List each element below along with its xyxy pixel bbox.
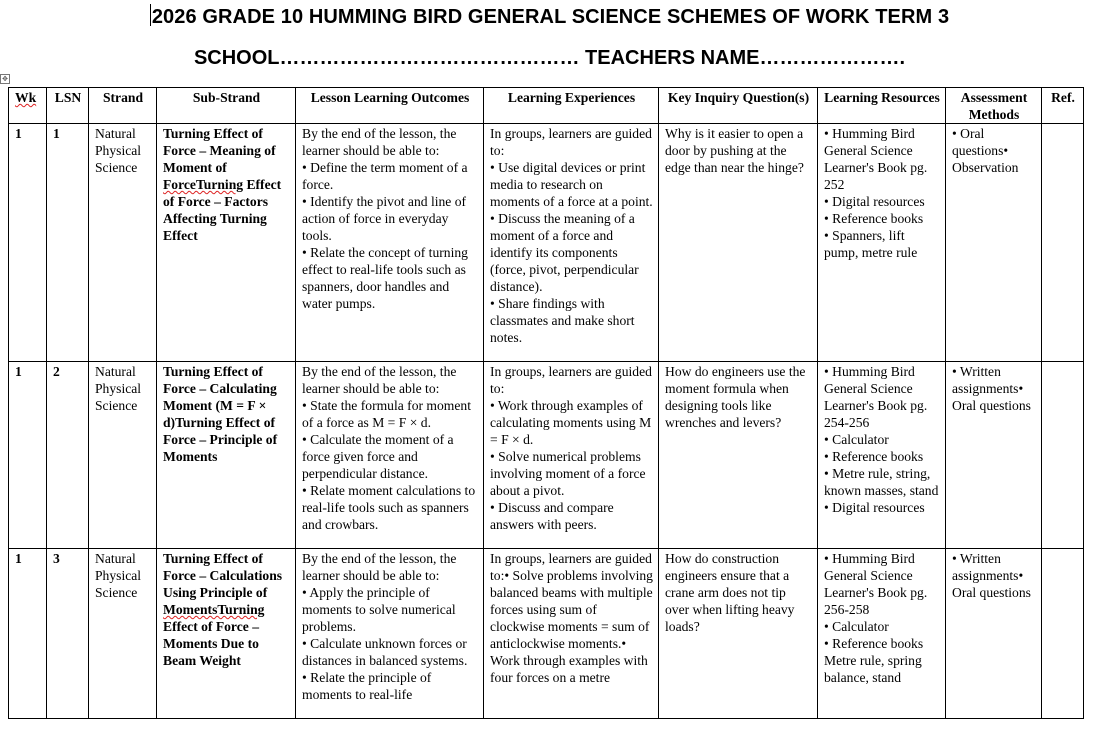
header-ref: Ref. — [1042, 88, 1084, 124]
cell-sub-strand: Turning Effect of Force – Calculations Using Principle of MomentsTurning Effect of Force – Moments Due to Beam Weight — [157, 549, 296, 719]
header-sub-strand: Sub-Strand — [157, 88, 296, 124]
table-row — [9, 549, 1084, 719]
cell-strand: Natural Physical Science — [89, 124, 157, 362]
cell-experiences: In groups, learners are guided to: • Work through examples of calculating moments using M = F × d. • Solve numerical problems involving moment of a force about a pivot. • Discuss and compare answers with peers. — [484, 362, 659, 549]
cell-outcomes: By the end of the lesson, the learner should be able to: • State the formula for moment of a force as M = F × d. • Calculate the moment of a force given force and perpendicular distance. • Relate moment calculations to real-life tools such as spanners and crowbars. — [296, 362, 484, 549]
cell-assessment: • Written assignments• Oral questions — [946, 362, 1042, 549]
header-inquiry: Key Inquiry Question(s) — [659, 88, 818, 124]
cell-resources: • Humming Bird General Science Learner's Book pg. 254-256 • Calculator • Reference books • Metre rule, string, known masses, stand • Digital resources — [818, 362, 946, 549]
cell-inquiry: How do engineers use the moment formula when designing tools like wrenches and levers? — [659, 362, 818, 549]
cell-inquiry: Why is it easier to open a door by pushing at the edge than near the hinge? — [659, 124, 818, 362]
document-subtitle: SCHOOL……………………………………… TEACHERS NAME…………………. — [193, 47, 906, 69]
cell-experiences: In groups, learners are guided to:• Solve problems involving balanced beams with multiple forces using sum of clockwise moments = sum of anticlockwise moments.• Work through examples with four forces on a metre — [484, 549, 659, 719]
document-title: 2026 GRADE 10 HUMMING BIRD GENERAL SCIENCE SCHEMES OF WORK TERM 3 — [151, 6, 950, 28]
cell-strand: Natural Physical Science — [89, 362, 157, 549]
cell-outcomes: By the end of the lesson, the learner should be able to: • Define the term moment of a force. • Identify the pivot and line of action of force in everyday tools. • Relate the concept of turning effect to real-life tools such as spanners, door handles and water pumps. — [296, 124, 484, 362]
cell-sub-strand: Turning Effect of Force – Meaning of Moment of ForceTurning Effect of Force – Factors Affecting Turning Effect — [157, 124, 296, 362]
schemes-of-work-table — [8, 87, 1084, 719]
text-cursor — [150, 4, 151, 26]
cell-lsn: 1 — [47, 124, 89, 362]
header-strand: Strand — [89, 88, 157, 124]
cell-wk: 1 — [9, 549, 47, 719]
cell-ref — [1042, 549, 1084, 719]
cell-experiences: In groups, learners are guided to: • Use digital devices or print media to research on moments of a force at a point. • Discuss the meaning of a moment of a force and identify its components (force, pivot, perpendicular distance). • Share findings with classmates and make short notes. — [484, 124, 659, 362]
header-lsn: LSN — [47, 88, 89, 124]
cell-wk: 1 — [9, 124, 47, 362]
header-outcomes: Lesson Learning Outcomes — [296, 88, 484, 124]
header-wk: Wk — [9, 88, 47, 124]
cell-strand: Natural Physical Science — [89, 549, 157, 719]
header-experiences: Learning Experiences — [484, 88, 659, 124]
cell-lsn: 2 — [47, 362, 89, 549]
cell-resources: • Humming Bird General Science Learner's Book pg. 252 • Digital resources • Reference books • Spanners, lift pump, metre rule — [818, 124, 946, 362]
table-header-row — [9, 88, 1084, 124]
cell-resources: • Humming Bird General Science Learner's Book pg. 256-258 • Calculator • Reference books Metre rule, spring balance, stand — [818, 549, 946, 719]
table-row — [9, 362, 1084, 549]
cell-sub-strand: Turning Effect of Force – Calculating Moment (M = F × d)Turning Effect of Force – Principle of Moments — [157, 362, 296, 549]
cell-assessment: • Written assignments• Oral questions — [946, 549, 1042, 719]
cell-assessment: • Oral questions• Observation — [946, 124, 1042, 362]
cell-inquiry: How do construction engineers ensure that a crane arm does not tip over when lifting heavy loads? — [659, 549, 818, 719]
cell-ref — [1042, 362, 1084, 549]
cell-wk: 1 — [9, 362, 47, 549]
header-assessment: Assessment Methods — [946, 88, 1042, 124]
cell-lsn: 3 — [47, 549, 89, 719]
table-move-handle-icon[interactable]: ✥ — [0, 74, 10, 84]
cell-outcomes: By the end of the lesson, the learner should be able to: • Apply the principle of moments to solve numerical problems. • Calculate unknown forces or distances in balanced systems. • Relate the principle of moments to real-life — [296, 549, 484, 719]
header-resources: Learning Resources — [818, 88, 946, 124]
cell-ref — [1042, 124, 1084, 362]
table-row — [9, 124, 1084, 362]
